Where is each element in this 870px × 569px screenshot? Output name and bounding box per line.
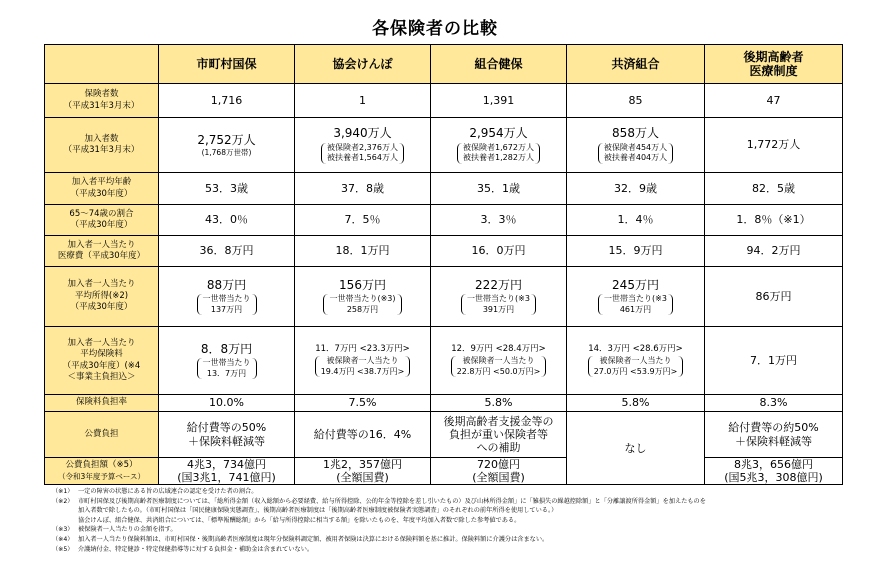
- cell-value: 4兆3，734億円 (国3兆1，741億円): [159, 458, 295, 485]
- row-shotoku: [45, 267, 843, 327]
- cell-value: 給付費等の約50% ＋保険料軽減等: [705, 412, 843, 458]
- cell-value: 18．1万円: [295, 236, 431, 267]
- comparison-table: [44, 44, 843, 485]
- cell-value: 858万人 被保険者454万人 被扶養者404万人: [567, 118, 705, 173]
- row-label: 加入者数 （平成31年3月末）: [45, 118, 159, 173]
- cell-value: 16．0万円: [431, 236, 567, 267]
- cell-value: 1．4％: [567, 205, 705, 236]
- col-header-kyosai: 共済組合: [567, 45, 705, 84]
- row-nenrei: [45, 173, 843, 205]
- cell-value: 7．1万円: [705, 327, 843, 395]
- cell-value: 47: [705, 84, 843, 118]
- cell-value: 85: [567, 84, 705, 118]
- footnote: （※5） 介護納付金、特定健診・特定保健指導等に対する負担金・補助金は含まれていない。: [52, 545, 314, 553]
- col-header-kokuho: 市町村国保: [159, 45, 295, 84]
- row-label: 加入者一人当たり 平均保険料 （平成30年度）(※4 ＜事業主負担込＞: [45, 327, 159, 395]
- row-label: 65～74歳の割合 （平成30年度）: [45, 205, 159, 236]
- row-hokensha: [45, 84, 843, 118]
- cell-value: 5.8%: [567, 395, 705, 412]
- cell-value: 15．9万円: [567, 236, 705, 267]
- cell-value: 245万円 一世帯当たり(※3 461万円: [567, 267, 705, 327]
- cell-value: 86万円: [705, 267, 843, 327]
- row-kohi: [45, 412, 843, 458]
- cell-value: 8兆3，656億円 (国5兆3，308億円): [705, 458, 843, 485]
- row-label: 保険料負担率: [45, 395, 159, 412]
- cell-value: 2,954万人 被保険者1,672万人 被扶養者1,282万人: [431, 118, 567, 173]
- cell-value: 1,716: [159, 84, 295, 118]
- row-futanritsu: [45, 395, 843, 412]
- cell-value: 1．8％（※1）: [705, 205, 843, 236]
- cell-value: 35．1歳: [431, 173, 567, 205]
- cell-value: 10.0%: [159, 395, 295, 412]
- col-header-koki: 後期高齢者 医療制度: [705, 45, 843, 84]
- cell-value: 720億円 (全額国費): [431, 458, 567, 485]
- cell-value: 1兆2，357億円 (全額国費): [295, 458, 431, 485]
- cell-value: 7．5％: [295, 205, 431, 236]
- page-title: 各保険者の比較: [372, 19, 498, 39]
- cell-value: なし: [567, 412, 705, 485]
- col-header-kumiai: 組合健保: [431, 45, 567, 84]
- footnote: （※2） 市町村国保及び後期高齢者医療制度については、「総所得金額（収入総額から必要経費、給与所得控除、公的年金等控除を差し引いたもの）及び山林所得金額」に「雑損失の繰越控除額」と「分離譲渡所得金額」を加えたものを: [52, 497, 706, 505]
- cell-value: 12．9万円 <28.4万円> 被保険者一人当たり 22.8万円 <50.0万円>: [431, 327, 567, 395]
- row-label: 加入者一人当たり 平均所得(※2) （平成30年度）: [45, 267, 159, 327]
- cell-value: 8.3%: [705, 395, 843, 412]
- row-iryohi: [45, 236, 843, 267]
- row-kohigaku: [45, 458, 843, 485]
- cell-value: 1: [295, 84, 431, 118]
- cell-value: 94．2万円: [705, 236, 843, 267]
- footnotes: [52, 487, 852, 554]
- cell-value: 1,391: [431, 84, 567, 118]
- footnote: （※1） 一定の障害の状態にある旨の広域連合の認定を受けた者の割合。: [52, 488, 258, 495]
- cell-value: 後期高齢者支援金等の 負担が重い保険者等 への補助: [431, 412, 567, 458]
- cell-value: 156万円 一世帯当たり(※3) 258万円: [295, 267, 431, 327]
- cell-value: 1,772万人: [705, 118, 843, 173]
- cell-value: 88万円 一世帯当たり 137万円: [159, 267, 295, 327]
- footnote: 協会けんぽ、組合健保、共済組合については、「標準報酬総額」から「給与所得控除に相当する額」を除いたものを、年度平均加入者数で除した参考値である。: [78, 516, 521, 524]
- row-label: 加入者一人当たり 医療費（平成30年度）: [45, 236, 159, 267]
- row-hokenryo: [45, 327, 843, 395]
- cell-value: 7.5%: [295, 395, 431, 412]
- row-wariai: [45, 205, 843, 236]
- cell-value: 5.8%: [431, 395, 567, 412]
- footnote: 加入者数で除したもの。（市町村国保は「国民健康保険実態調査」、後期高齢者医療制度は「後期高齢者医療制度被保険者実態調査」のそれぞれの前年所得を使用している。）: [78, 507, 558, 515]
- header-corner: [45, 45, 159, 84]
- cell-value: 3．3％: [431, 205, 567, 236]
- cell-value: 222万円 一世帯当たり(※3 391万円: [431, 267, 567, 327]
- cell-value: 11．7万円 <23.3万円> 被保険者一人当たり 19.4万円 <38.7万円>: [295, 327, 431, 395]
- cell-value: 37．8歳: [295, 173, 431, 205]
- row-label: 保険者数 （平成31年3月末）: [45, 84, 159, 118]
- cell-value: 36．8万円: [159, 236, 295, 267]
- footnote: （※3） 被保険者一人当たりの金額を指す。: [52, 526, 177, 534]
- cell-value: 給付費等の16．4%: [295, 412, 431, 458]
- footnote: （※4） 加入者一人当たり保険料額は、市町村国保・後期高齢者医療制度は現年分保険料調定額、被用者保険は決算における保険料額を基に推計。保険料額に介護分は含まない。: [52, 535, 549, 543]
- cell-value: 43．0％: [159, 205, 295, 236]
- cell-value: 14．3万円 <28.6万円> 被保険者一人当たり 27.0万円 <53.9万円>: [567, 327, 705, 395]
- row-kanyusha: [45, 118, 843, 173]
- cell-value: 82．5歳: [705, 173, 843, 205]
- cell-value: 32．9歳: [567, 173, 705, 205]
- row-label: 加入者平均年齢 （平成30年度）: [45, 173, 159, 205]
- cell-value: 8．8万円 一世帯当たり 13．7万円: [159, 327, 295, 395]
- cell-value: 53．3歳: [159, 173, 295, 205]
- cell-value: 2,752万人 (1,768万世帯): [159, 118, 295, 173]
- row-label: 公費負担額（※5） （令和3年度予算ベース）: [45, 458, 159, 485]
- cell-value: 3,940万人 被保険者2,376万人 被扶養者1,564万人: [295, 118, 431, 173]
- cell-value: 給付費等の50% ＋保険料軽減等: [159, 412, 295, 458]
- header-row: [45, 45, 843, 84]
- row-label: 公費負担: [45, 412, 159, 458]
- col-header-kyokai: 協会けんぽ: [295, 45, 431, 84]
